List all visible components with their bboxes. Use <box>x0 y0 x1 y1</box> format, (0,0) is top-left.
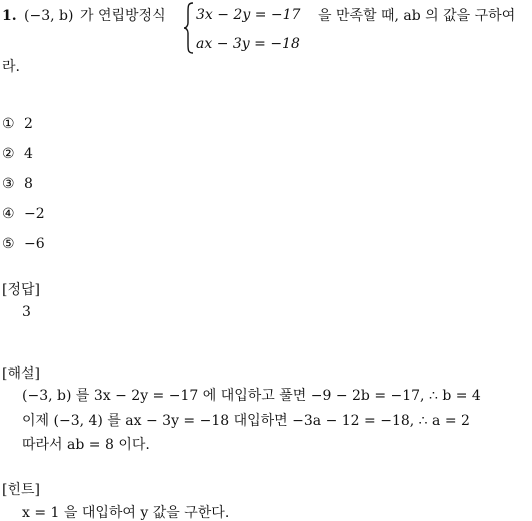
choice-value: 2 <box>24 116 33 132</box>
choice-mark: ② <box>2 146 15 162</box>
choice-mark: ③ <box>2 176 15 192</box>
question-number: 1. <box>2 8 17 24</box>
hint-label: [힌트] <box>2 482 40 498</box>
answer-label: [정답] <box>2 282 40 298</box>
choice-value: −2 <box>24 206 45 222</box>
choice-value: 4 <box>24 146 33 162</box>
choice-1 <box>2 116 33 132</box>
choice-mark: ⑤ <box>2 236 15 252</box>
answer-value: 3 <box>22 304 31 320</box>
equation-1: 3x − 2y = −17 <box>196 7 301 23</box>
explanation-line-1: (−3, b) 를 3x − 2y = −17 에 대입하고 풀면 −9 − 2b = −17, ∴ b = 4 <box>22 388 481 404</box>
question-point: (−3, b) <box>24 8 74 24</box>
choice-2 <box>2 146 33 162</box>
question-text-before: 가 연립방정식 <box>80 8 166 24</box>
choice-mark: ① <box>2 116 15 132</box>
question-text-wrap: 라. <box>2 59 20 75</box>
choice-mark: ④ <box>2 206 15 222</box>
hint-text: x = 1 을 대입하여 y 값을 구한다. <box>22 505 230 521</box>
choice-4 <box>2 206 45 222</box>
system-brace <box>183 2 195 54</box>
explanation-line-3: 따라서 ab = 8 이다. <box>22 437 150 453</box>
choice-3 <box>2 176 33 192</box>
choice-value: 8 <box>24 176 33 192</box>
question-text-after: 을 만족할 때, ab 의 값을 구하여 <box>318 8 516 24</box>
explanation-line-2: 이제 (−3, 4) 를 ax − 3y = −18 대입하면 −3a − 12 = −18, ∴ a = 2 <box>22 413 470 429</box>
choice-value: −6 <box>24 236 45 252</box>
equation-2: ax − 3y = −18 <box>196 36 300 52</box>
choice-5 <box>2 236 45 252</box>
explanation-label: [해설] <box>2 366 40 382</box>
